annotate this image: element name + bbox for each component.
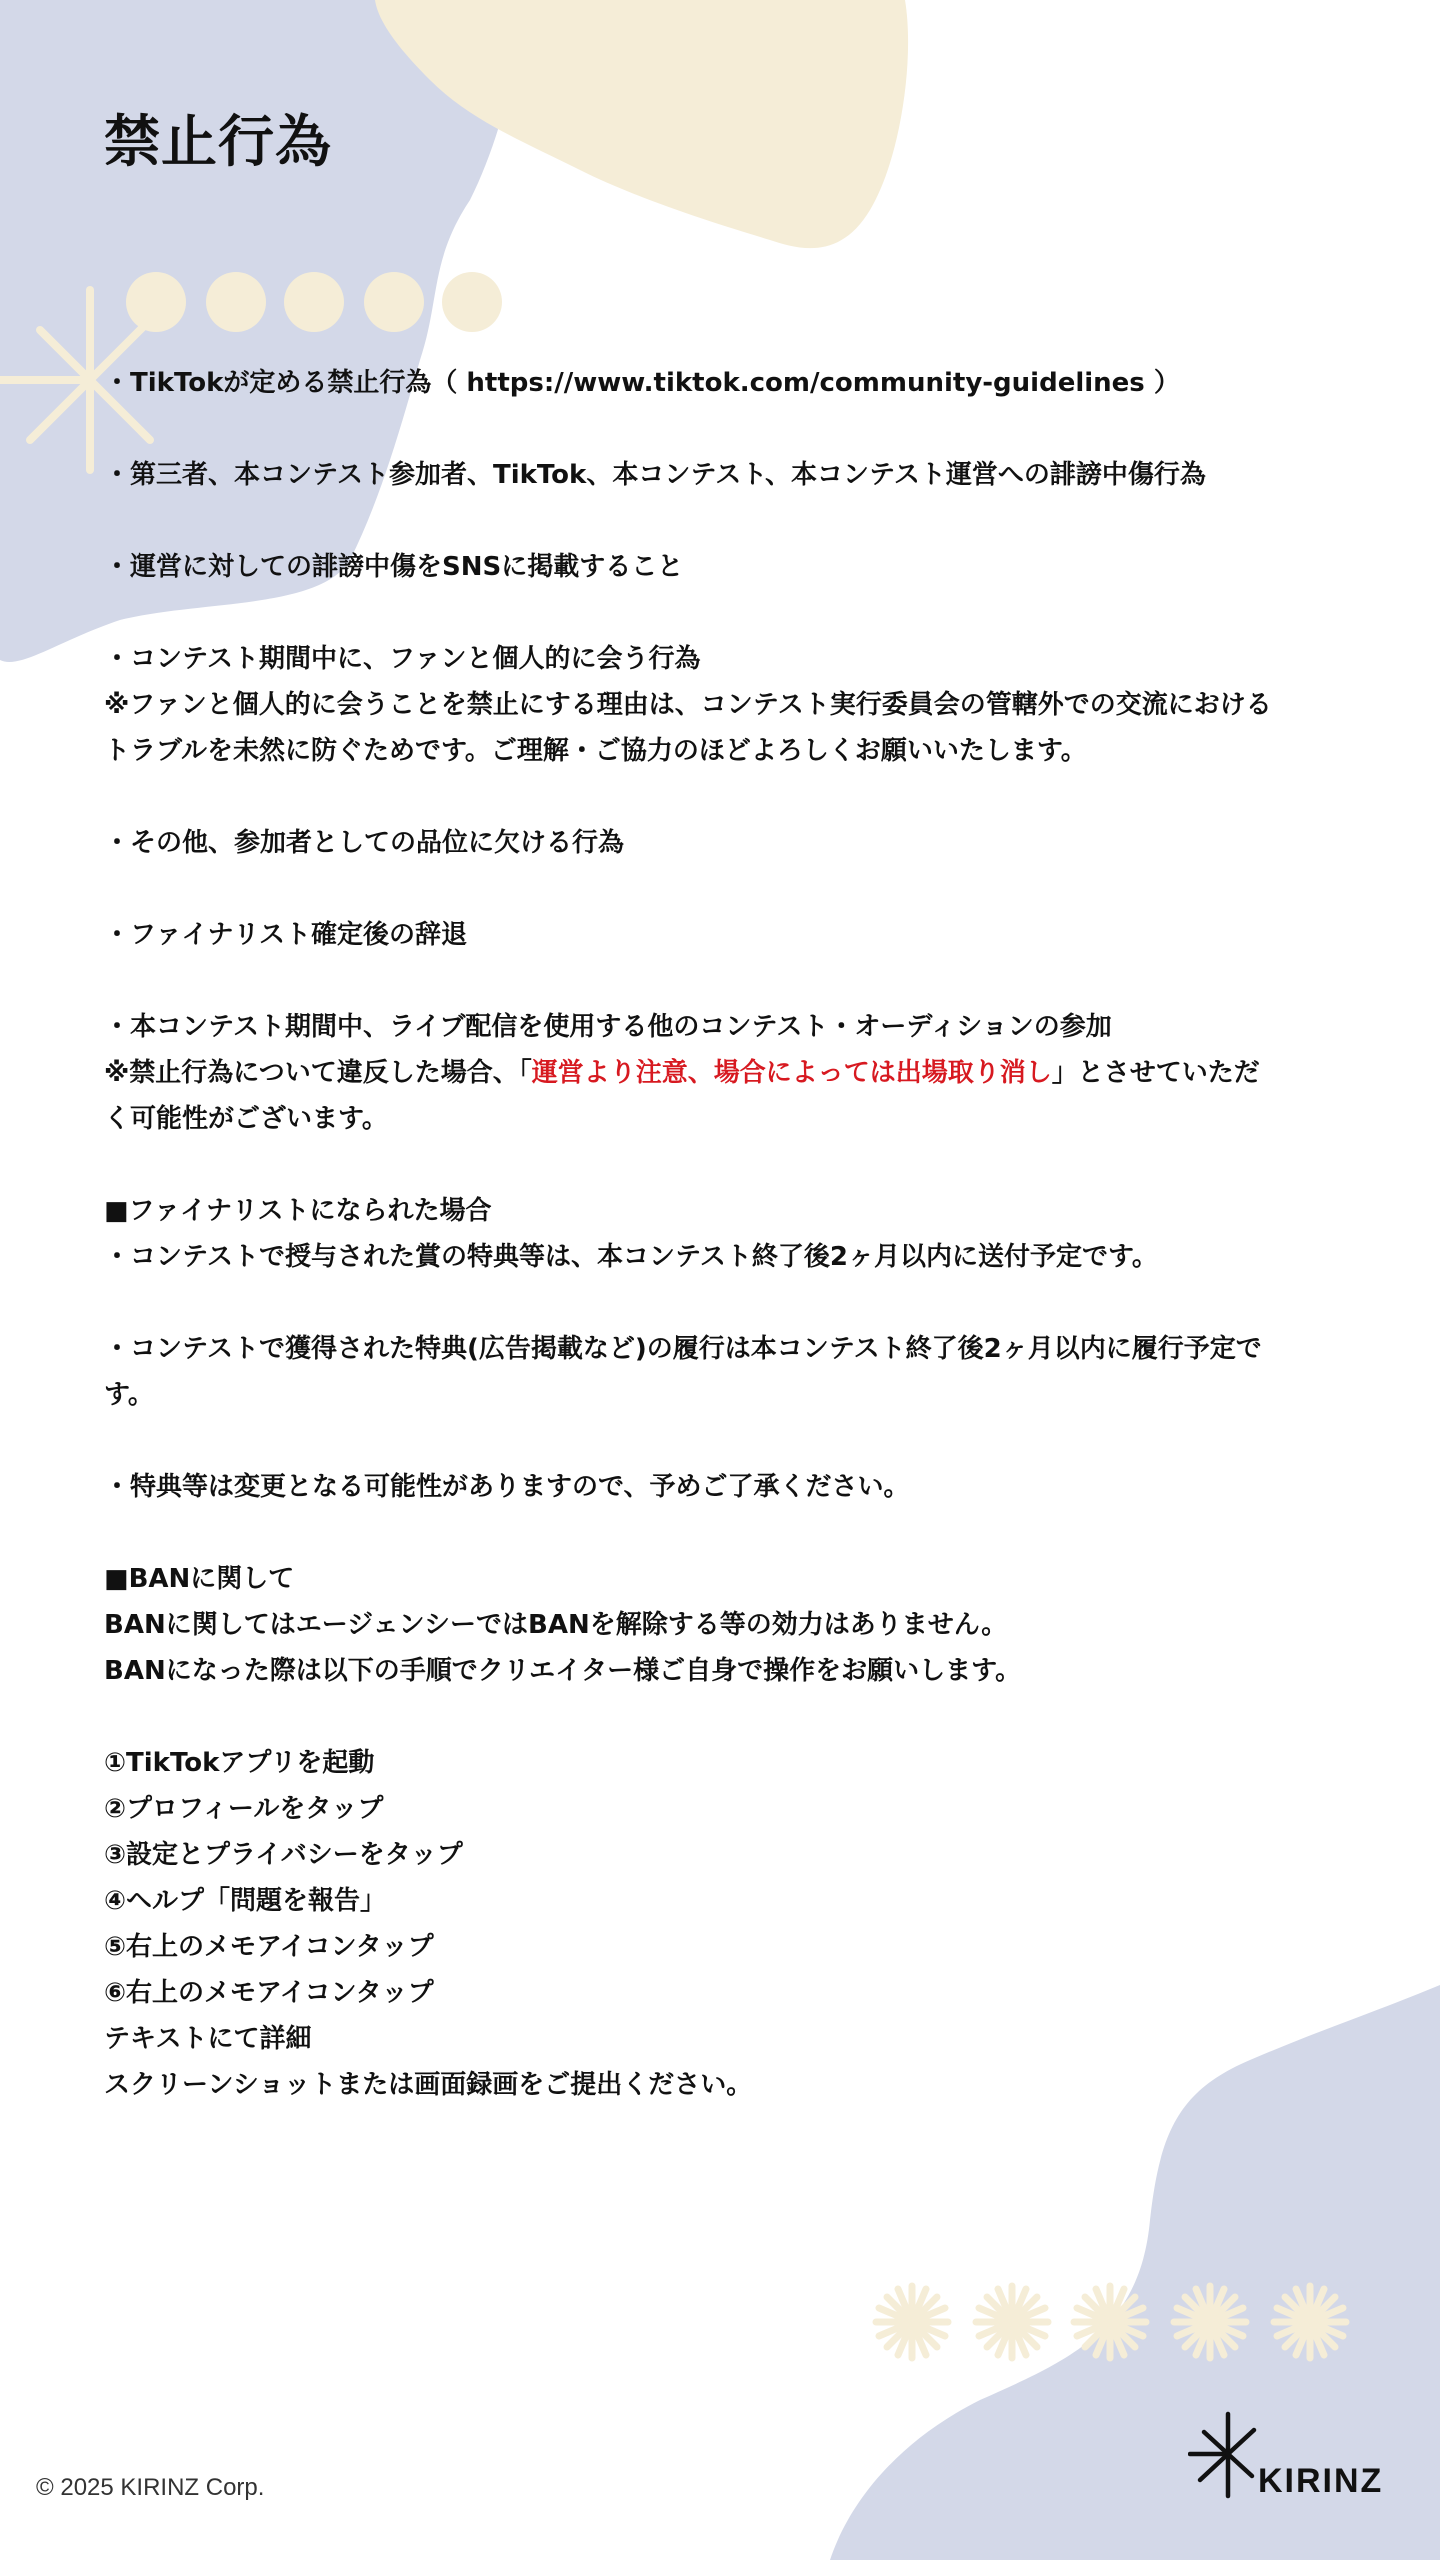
- rule-sns-defamation: ・運営に対しての誹謗中傷をSNSに掲載すること: [104, 552, 684, 582]
- spacer: [104, 1418, 1344, 1464]
- spacer: [104, 1142, 1344, 1188]
- ban-step-screenshot: スクリーンショットまたは画面録画をご提出ください。: [104, 2070, 753, 2100]
- spacer: [104, 958, 1344, 1004]
- ban-step-2: ②プロフィールをタップ: [104, 1794, 384, 1824]
- spacer: [104, 1280, 1344, 1326]
- violation-warning: 運営より注意、場合によっては出場取り消し: [531, 1058, 1052, 1088]
- page-title: 禁止行為: [104, 110, 332, 175]
- rule-defamation: ・第三者、本コンテスト参加者、TikTok、本コンテスト、本コンテスト運営への誹謗中傷行為: [104, 460, 1206, 490]
- finalist-benefit-fulfillment: ・コンテストで獲得された特典(広告掲載など)の履行は本コンテスト終了後2ヶ月以内に履行予定で: [104, 1334, 1262, 1364]
- finalist-prize-shipping: ・コンテストで授与された賞の特典等は、本コンテスト終了後2ヶ月以内に送付予定です。: [104, 1242, 1158, 1272]
- rule-meeting-fans-note-2: トラブルを未然に防ぐためです。ご理解・ご協力のほどよろしくお願いいたします。: [104, 736, 1087, 766]
- spacer: [104, 866, 1344, 912]
- ban-heading: ■BANに関して: [104, 1564, 295, 1594]
- rule-withdrawal: ・ファイナリスト確定後の辞退: [104, 920, 467, 950]
- rule-meeting-fans-note-1: ※ファンと個人的に会うことを禁止にする理由は、コンテスト実行委員会の管轄外での交流における: [104, 690, 1272, 720]
- spacer: [104, 1510, 1344, 1556]
- starburst-icon: [1188, 2410, 1268, 2500]
- rule-meeting-fans: ・コンテスト期間中に、ファンと個人的に会う行為: [104, 644, 701, 674]
- ban-step-6: ⑥右上のメモアイコンタップ: [104, 1978, 434, 2008]
- violation-note-end: く可能性がございます。: [104, 1104, 388, 1134]
- ban-step-4: ④ヘルプ「問題を報告」: [104, 1886, 387, 1916]
- ban-step-5: ⑤右上のメモアイコンタップ: [104, 1932, 434, 1962]
- spacer: [104, 498, 1344, 544]
- rules-content: [104, 360, 1344, 2108]
- spacer: [104, 406, 1344, 452]
- violation-note: [104, 1050, 1344, 1096]
- violation-note-prefix: ※禁止行為について違反した場合、「: [104, 1058, 532, 1088]
- ban-step-1: ①TikTokアプリを起動: [104, 1748, 375, 1778]
- rule-dignity: ・その他、参加者としての品位に欠ける行為: [104, 828, 625, 858]
- ban-step-text: テキストにて詳細: [104, 2024, 312, 2054]
- spacer: [104, 1694, 1344, 1740]
- kirinz-logo: [1188, 2410, 1388, 2520]
- rule-other-contests: ・本コンテスト期間中、ライブ配信を使用する他のコンテスト・オーディションの参加: [104, 1012, 1112, 1042]
- finalist-heading: ■ファイナリストになられた場合: [104, 1196, 492, 1226]
- spacer: [104, 590, 1344, 636]
- copyright-text: © 2025 KIRINZ Corp.: [36, 2474, 265, 2501]
- ban-step-3: ③設定とプライバシーをタップ: [104, 1840, 463, 1870]
- violation-note-suffix: 」とさせていただ: [1051, 1058, 1260, 1088]
- finalist-benefit-change: ・特典等は変更となる可能性がありますので、予めご了承ください。: [104, 1472, 910, 1502]
- spacer: [104, 774, 1344, 820]
- rule-tiktok-guidelines: ・TikTokが定める禁止行為（ https://www.tiktok.com/community-guidelines ）: [104, 368, 1180, 398]
- ban-note-2: BANになった際は以下の手順でクリエイター様ご自身で操作をお願いします。: [104, 1656, 1022, 1686]
- ban-note-1: BANに関してはエージェンシーではBANを解除する等の効力はありません。: [104, 1610, 1008, 1640]
- finalist-benefit-fulfillment-end: す。: [104, 1380, 154, 1410]
- logo-text: KIRINZ: [1258, 2462, 1384, 2500]
